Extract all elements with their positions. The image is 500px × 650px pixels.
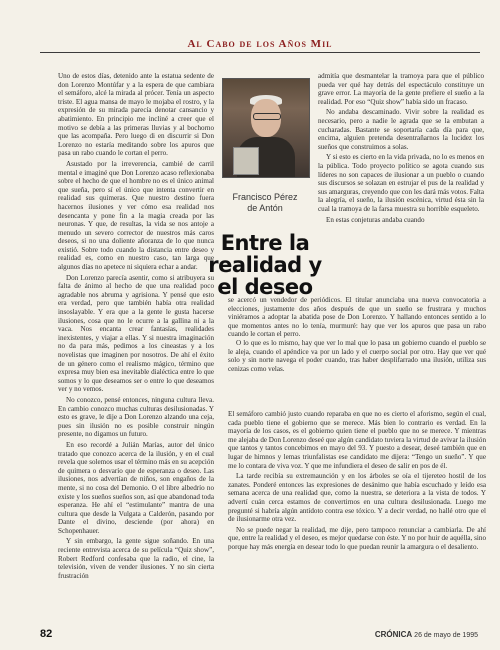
paragraph-b1: El semáforo cambió justo cuando reparaba en que no es cierto el aforismo, según el cual, cada pueblo tiene el gobierno que se merece. Más bien lo contrario es verdad. En la mayoría de los casos, es el gobierno quien tiene el pueblo que no se merece. Y mientras me alejaba de Don Lorenzo deseé que algún candidato tuviera la virtud de avivar la ilusión que tantos y tantos concebimos en mayo del 93. Y puesto a desear, deseé también que en lugar de himnos y lemas triunfalistas ese candidato me dijera: “Tengo un sueño”. Y que me lo contara de viva voz. Y que me infundiera el deseo de salir en pos de él. [228,410,486,470]
column-left [58,72,214,582]
footer-info [375,630,478,639]
section-header [40,38,480,53]
paragraph-r1: admitía que desmantelar la tramoya para que el público pueda ver qué hay detrás del espectáculo constituye un grave error. La mayoría de la gente prefiere el sueño a la realidad. Por eso “Quiz show” había sido un fracaso. [318,72,484,106]
paragraph-w2: O lo que es lo mismo, hay que ver lo mal que lo pasa un gobierno cuando el pueblo se le aleja, cuando el apéndice va por un lado y el cuerpo social por otro. Hay que ver qué solo y sin norte navega el poder cuando, tras haber desplifarrado una ilusión, utiliza sus cenizas como velas. [228,338,486,373]
paragraph-3: Don Lorenzo parecía asentir, como si atribuyera su falta de ánimo al hecho de que una realidad poco agradable nos abruma y agrisiona. Y pensé que esto era verdad, pero que también había otra realidad insoslayable. Y era que a la gente le gusta hacerse ilusiones, cosa que no le ocurre a la gallina ni a la vaca. Nos encanta crear fantasías, realidades inexistentes, y viajar a ellas. Y si nuestra imaginación no da para más, pedimos a los cineastas y a los novelistas que imaginen por nosotros. De ahí el éxito de un género como el realismo mágico, término que expresa muy bien esa inevitable dialéctica entre lo que somos y lo que deseamos ser o entre lo que deseamos ver y no vemos. [58,273,214,394]
photo-book [233,147,259,175]
paragraph-6: Y sin embargo, la gente sigue soñando. En una reciente entrevista acerca de su película “Quiz show”, Robert Redford confesaba que la radio, el cine, la televisión, viven de vender ilusiones. Y no sin cierta frustración [58,537,214,580]
paragraph-5: En eso recordé a Julián Marías, autor del único tratado que conozco acerca de la ilusión, y en el cual revela que solemos usar el término más en su acepción de quimera o desvarío que de esperanza o deseo. Las ilusiones, nos advertían de niños, son engaños de la mente, si no cosa del Demonio. O el libre albedrío no existe y los sueños sueños son, así que abandonad toda esperanza. He ahí el “estimulante” mantra de una cultura que desde la Vulgata a Calderón, pasando por Dante el divino, desciende (por ahora) en Schopenhauer. [58,440,214,535]
column-right [318,72,484,226]
photo-glasses [253,113,281,120]
footer-date: 26 de mayo de 1995 [414,632,478,639]
paragraph-2: Asustado por la irreverencia, cambié de carril mental e imaginé que Don Lorenzo acaso reflexionaba sobre el hecho de que el hombre no es el único animal que sueña, pero sí el único que intenta convertir en realidad sus quimeras. Que nuestro destino fuera hacernos ilusiones y ver cómo esa realidad nos desencanta y pone fin a la magia creada por las neuronas. Y que, de resultas, la vida se nos antoje a menudo un severo corrector de nuestros más caros deseos, si no una doliente añoranza de lo que nunca existió. Sobre todo cuando la distancia entre deseo y realidad es, como en nuestro caso, tan larga que algunos días no apetece ni siquiera echar a andar. [58,159,214,272]
paragraph-r4: En estas conjeturas andaba cuando [326,215,425,224]
footer-brand: CRÓNICA [374,630,413,639]
column-wide-bottom [228,410,486,554]
section-title: Al Cabo de los Años Mil [175,38,345,50]
headline: Entre la realidad y el deseo [208,231,322,299]
author-photo [222,78,310,178]
paragraph-w1: se acercó un vendedor de periódicos. El titular anunciaba una nueva convocatoria a elecciones, justamente dos años después de que un sueño se frustrara y muchos viniéramos a adoptar la abatida pose de Don Lorenzo. Y hallando entonces sentido a lo que momentos antes no lo tenía, murmuré: hay que ver los apuros que pasa un rabo cuando le cortan el perro. [228,296,486,339]
author-name: Francisco Pérez de Antón [232,192,298,213]
paragraph-4: No conozco, pensé entonces, ninguna cultura lleva. En cambio conozco muchas culturas desilusionadas. Y esto es grave, le dije a Don Lorenzo alzando una ceja, pues sin ilusión no es posible construir ningún presente, no digamos un futuro. [58,395,214,439]
page-number: 82 [40,628,53,640]
paragraph-r2: No andaba descaminado. Vivir sobre la realidad es necesario, pero a nadie le agrada que se la embutan a cucharadas. Bastante se soportaría cada día para que, encima, alguien pretenda desentrañarnos la lucidez los sueños que construimos a solas. [318,108,484,151]
paragraph-b2: La tarde recibía su extremaunción y en los árboles se oía el tijereteo hostil de los zanates. Ponderé entonces las expresiones de desánimo que había escuchado y leído esa semana acerca de una realidad que, como la nuestra, se deteriora a la vista de todos. Y advertí cuán cerca estamos de convertirnos en una cultura desilusionada. Luego me pregunté si habría algún antídoto contra ese tóxico. Y a decir verdad, no hallé otro que el de ilusionarme otra vez. [228,472,486,524]
paragraph-b3: No se puede negar la realidad, me dije, pero tampoco renunciar a cambiarla. De ahí que, entre la realidad y el deseo, es mejor quedarse con éste. Y no por huir de aquélla, sino porque hay más energía en desear todo lo que puedan reunir la amargura o el desaliento. [228,525,486,551]
paragraph-1: Uno de estos días, detenido ante la estatua sedente de don Lorenzo Montúfar y a la espera de que cambiara el semáforo, alcé la mirada al prócer. Tenía un aspecto triste. El agua mansa de mayo le mojaba el rostro, y la expresión de su mirada parecía denotar cansancio y abatimiento. En principio me incliné a creer que el motivo se debía a las primeras lluvias y al bochorno que las acompaña. Pero luego di en discurrir si Don Lorenzo no estaría meditando sobre los apuros que pasa un rabo cuando le cortan el perro. [58,72,214,158]
paragraph-r3: Y si esto es cierto en la vida privada, no lo es menos en la pública. Todo proyecto político se agota cuando sus líderes no son capaces de ilusionar a un pueblo o cuando sus discursos se solazan en estrujar el pus de la realidad y sus amarguras, creyendo que con les dará más votos. Falta la alegría, el sueño, la ilusión escénica, virtud ésta sin la cual la tramoya de la farsa muestra su horrible esqueleto. [318,153,484,213]
column-wide-top [228,296,486,373]
